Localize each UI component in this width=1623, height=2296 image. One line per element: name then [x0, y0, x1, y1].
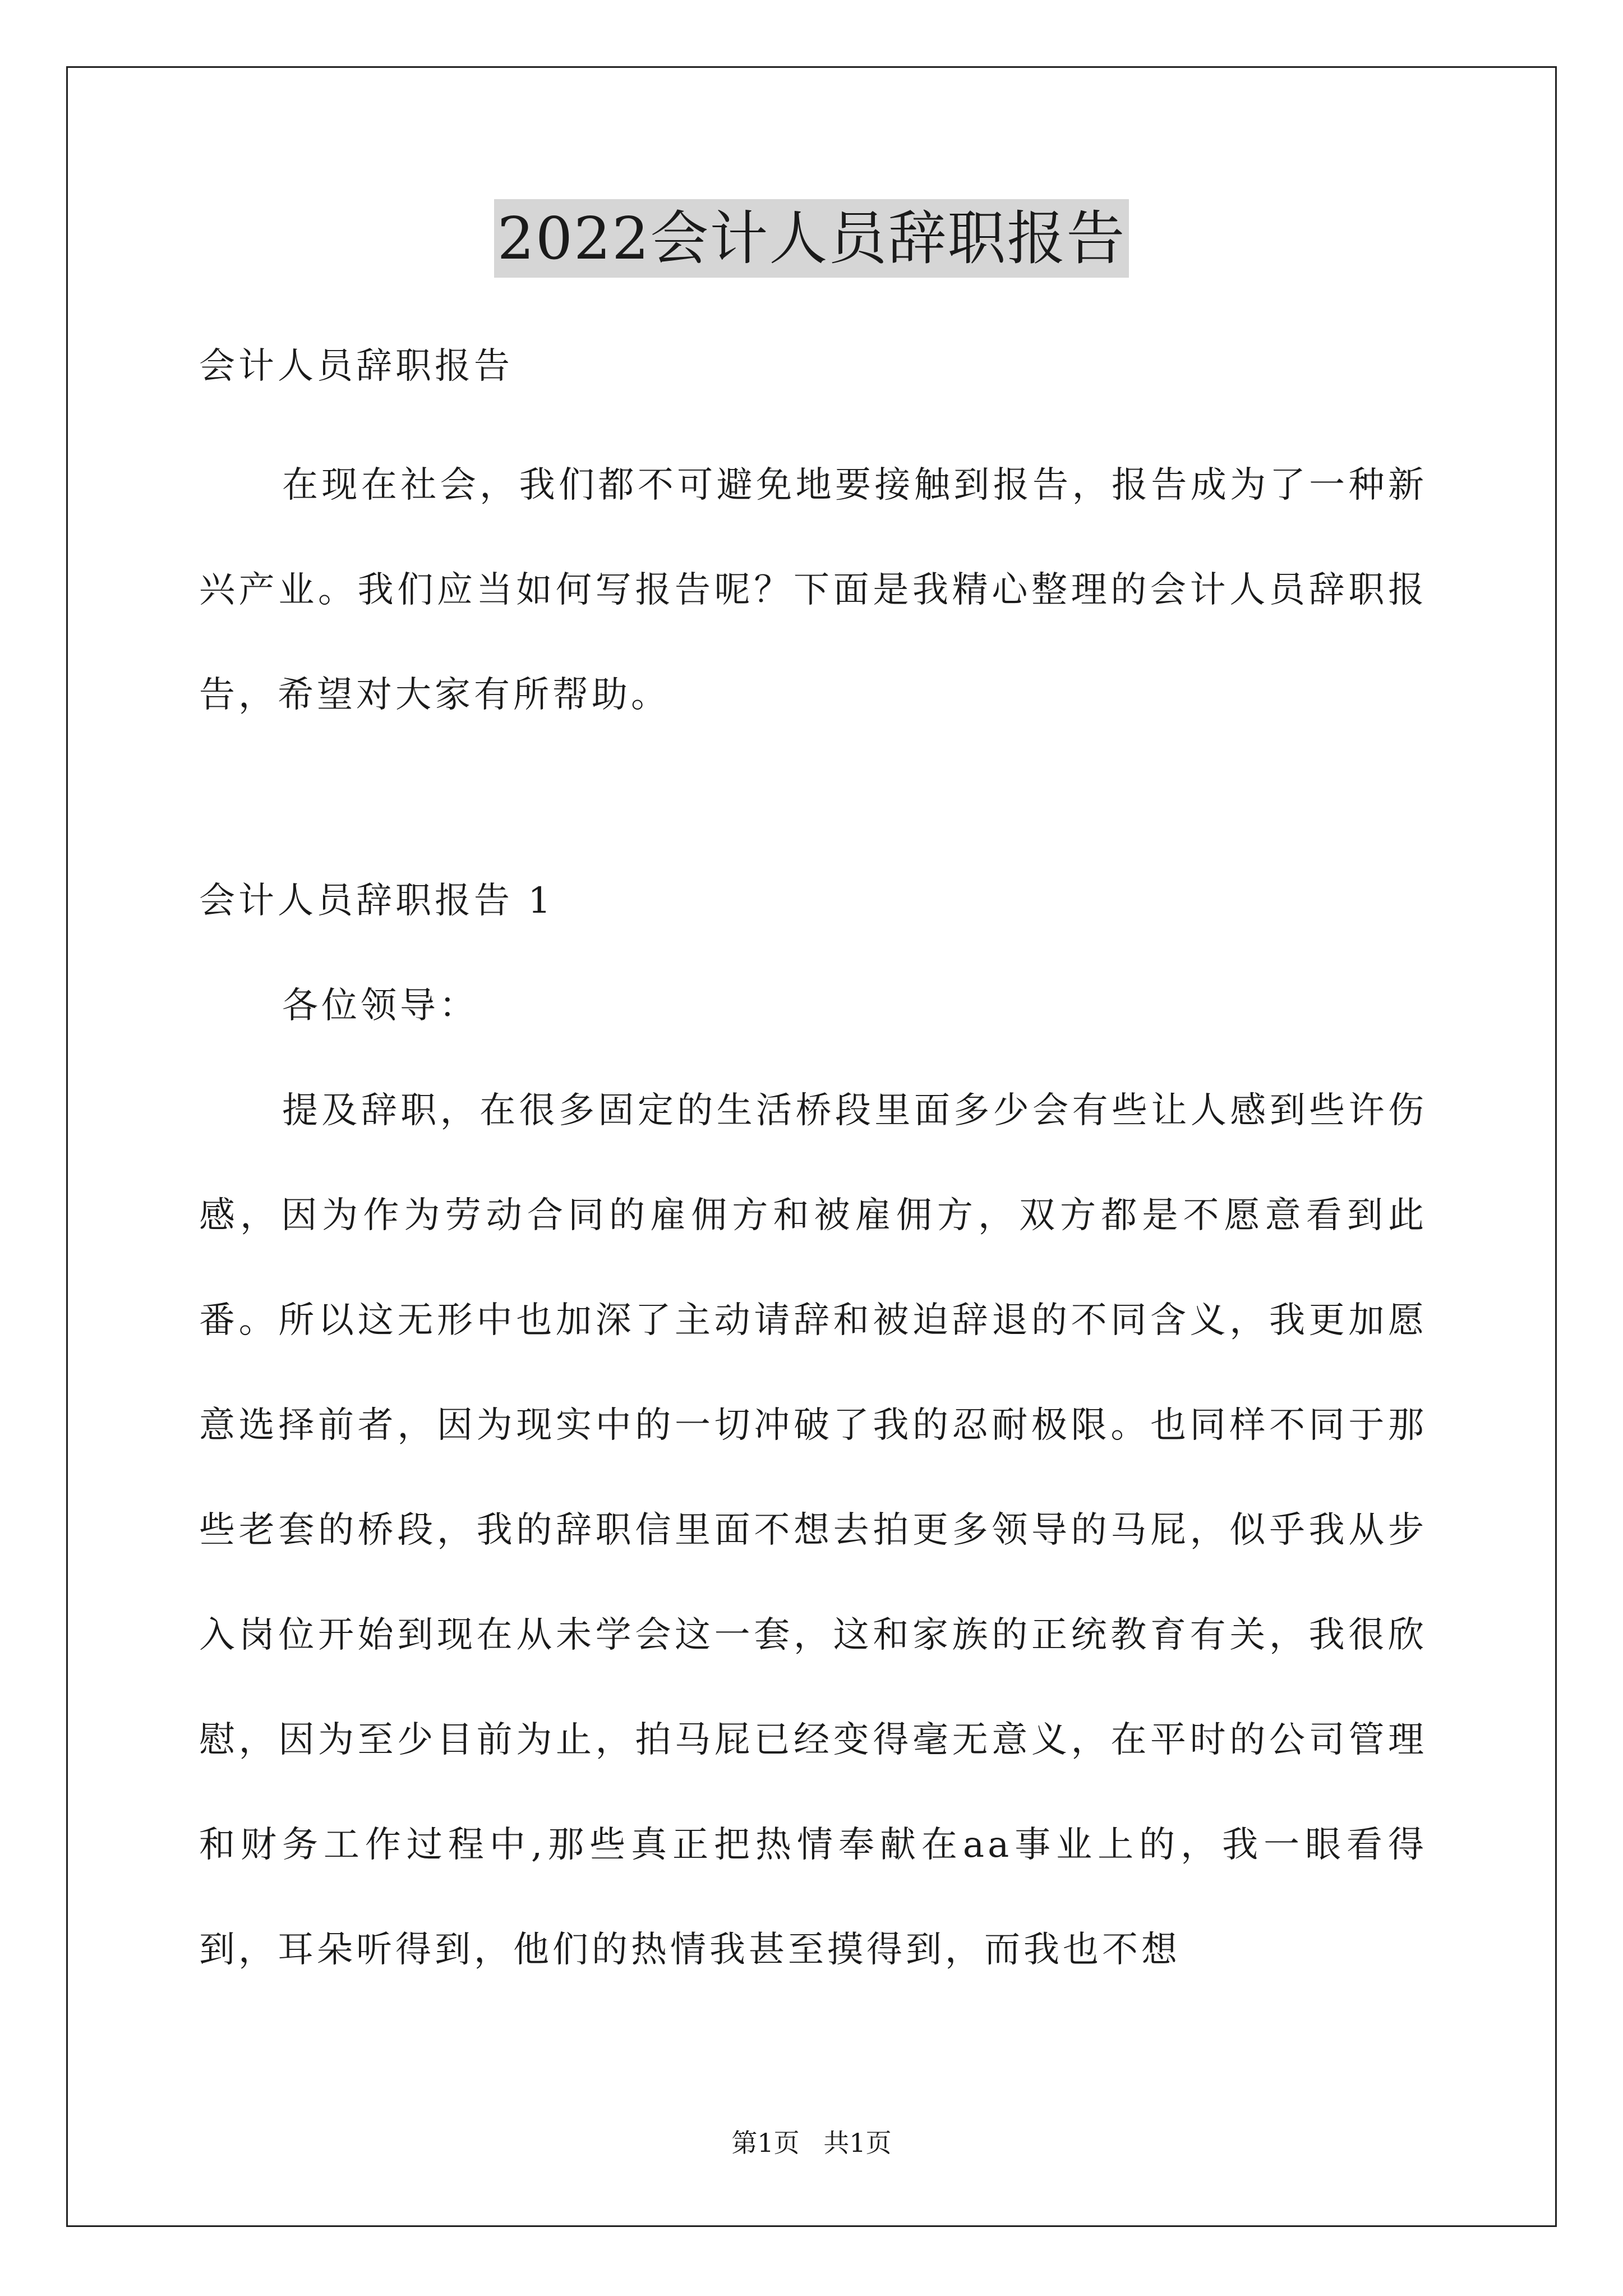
page-number-current: 第1页 — [731, 2128, 800, 2158]
document-subtitle: 会计人员辞职报告 — [199, 346, 513, 387]
spacer — [199, 419, 1427, 433]
title-container — [0, 199, 1623, 278]
body-paragraph: 提及辞职，在很多固定的生活桥段里面多少会有些让人感到些许伤感，因为作为劳动合同的雇佣方和被雇佣方，双方都是不愿意看到此番。所以这无形中也加深了主动请辞和被迫辞退的不同含义，我更加愿意选择前者，因为现实中的一切冲破了我的忍耐极限。也同样不同于那些老套的桥段，我的辞职信里面不想去拍更多领导的马屁，似乎我从步入岗位开始到现在从未学会这一套，这和家族的正统教育有关，我很欣慰，因为至少目前为止，拍马屁已经变得毫无意义，在平时的公司管理和财务工作过程中,那些真正把热情奉献在aa事业上的，我一眼看得到，耳朵听得到，他们的热情我甚至摸得到，而我也不想 — [199, 1090, 1427, 1971]
section-heading: 会计人员辞职报告 1 — [199, 880, 555, 922]
intro-paragraph: 在现在社会，我们都不可避免地要接触到报告，报告成为了一种新兴产业。我们应当如何写报告呢？下面是我精心整理的会计人员辞职报告，希望对大家有所帮助。 — [199, 464, 1427, 716]
document-title: 2022会计人员辞职报告 — [494, 199, 1129, 278]
spacer — [199, 748, 1427, 849]
salutation: 各位领导： — [282, 985, 478, 1027]
page-footer — [0, 2126, 1623, 2160]
document-body — [199, 314, 1427, 2003]
page-number-total: 共1页 — [823, 2128, 892, 2158]
